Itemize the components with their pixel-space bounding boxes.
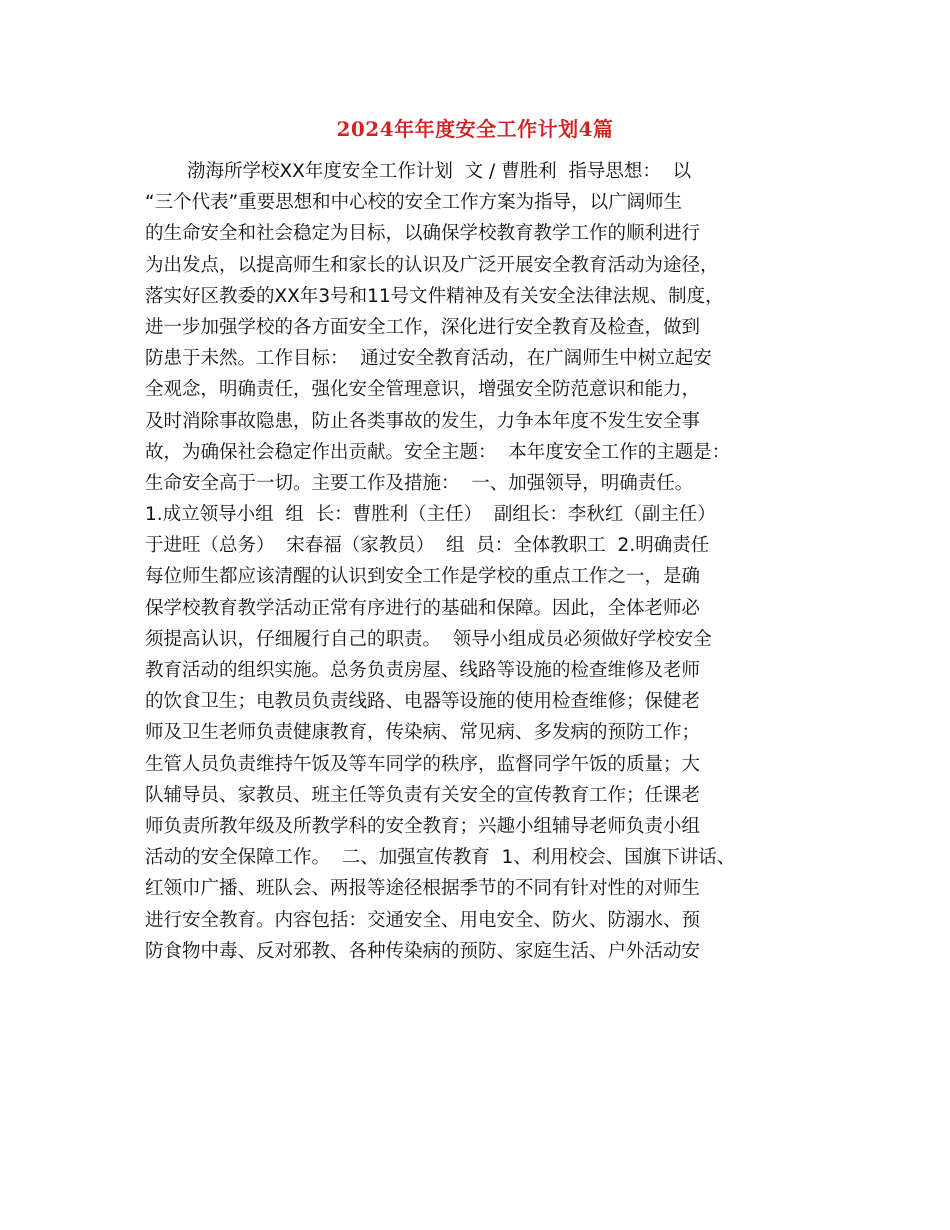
document-body xyxy=(145,156,825,967)
paragraph-line: 防患于未然。工作目标： 通过安全教育活动，在广阔师生中树立起安 xyxy=(145,348,712,370)
paragraph-line: 红领巾广播、班队会、两报等途径根据季节的不同有针对性的对师生 xyxy=(145,878,701,900)
paragraph-line: 师及卫生老师负责健康教育，传染病、常见病、多发病的预防工作； xyxy=(145,722,701,744)
paragraph-line: 教育活动的组织实施。总务负责房屋、线路等设施的检查维修及老师 xyxy=(145,660,701,681)
paragraph-line: 每位师生都应该清醒的认识到安全工作是学校的重点工作之一，是确 xyxy=(145,566,701,588)
paragraph-line: 进行安全教育。内容包括：交通安全、用电安全、防火、防溺水、预 xyxy=(145,909,701,931)
paragraph-line: 进一步加强学校的各方面安全工作，深化进行安全教育及检查，做到 xyxy=(145,316,701,338)
paragraph-line: 及时消除事故隐患，防止各类事故的发生，力争本年度不发生安全事 xyxy=(145,410,701,432)
paragraph-line: 渤海所学校XX年度安全工作计划 文 / 曹胜利 指导思想： 以 xyxy=(187,161,692,182)
paragraph-line: 须提高认识，仔细履行自己的职责。 领导小组成员必须做好学校安全 xyxy=(145,628,712,650)
paragraph-line: 故，为确保社会稳定作出贡献。安全主题： 本年度安全工作的主题是： xyxy=(145,441,731,463)
paragraph-line: “三个代表”重要思想和中心校的安全工作方案为指导，以广阔师生 xyxy=(145,192,683,214)
paragraph-line: 的饮食卫生；电教员负责线路、电器等设施的使用检查维修；保健老 xyxy=(145,691,701,713)
paragraph-line: 全观念，明确责任，强化安全管理意识，增强安全防范意识和能力， xyxy=(145,379,701,401)
paragraph-line: 于进旺（总务） 宋春福（家教员） 组 员：全体教职工 2.明确责任 xyxy=(145,535,710,557)
paragraph-line: 的生命安全和社会稳定为目标，以确保学校教育教学工作的顺利进行 xyxy=(145,223,701,245)
paragraph-line: 防食物中毒、反对邪教、各种传染病的预防、家庭生活、户外活动安 xyxy=(145,940,701,962)
paragraph-line: 落实好区教委的XX年3号和11号文件精神及有关安全法律法规、制度， xyxy=(145,285,724,307)
paragraph-line: 1.成立领导小组 组 长：曹胜利（主任） 副组长：李秋红（副主任） xyxy=(145,504,716,526)
paragraph-line: 保学校教育教学活动正常有序进行的基础和保障。因此，全体老师必 xyxy=(145,597,701,619)
paragraph-line: 为出发点，以提高师生和家长的认识及广泛开展安全教育活动为途径， xyxy=(145,254,719,276)
paragraph-line: 队辅导员、家教员、班主任等负责有关安全的宣传教育工作；任课老 xyxy=(145,784,701,806)
paragraph-line: 生管人员负责维持午饭及等车同学的秩序，监督同学午饭的质量；大 xyxy=(145,753,701,775)
paragraph-line: 师负责所教年级及所教学科的安全教育；兴趣小组辅导老师负责小组 xyxy=(145,815,701,837)
paragraph-line: 生命安全高于一切。主要工作及措施： 一、加强领导，明确责任。 xyxy=(145,472,694,494)
document-title: 2024年年度安全工作计划4篇 xyxy=(336,117,614,141)
paragraph-line: 活动的安全保障工作。 二、加强宣传教育 1、利用校会、国旗下讲话、 xyxy=(145,847,736,869)
